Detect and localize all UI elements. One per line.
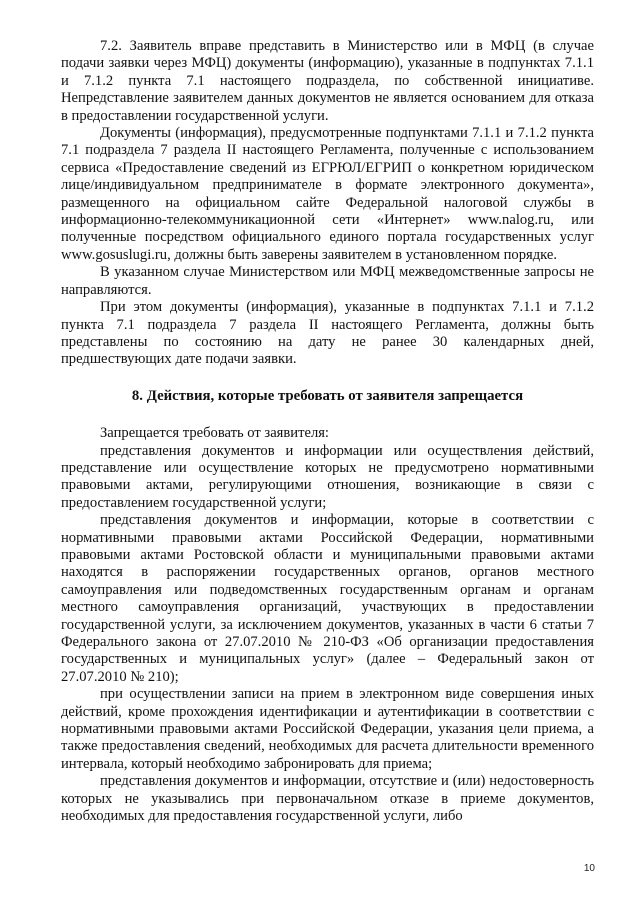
document-body [61,38,594,825]
paragraph-no-requests: В указанном случае Министерством или МФЦ межведомственные запросы не направляются. [61,264,594,298]
section-heading: 8. Действия, которые требовать от заявителя запрещается [131,387,524,404]
paragraph-prohibited-item: представления документов и информации, которые в соответствии с нормативными правовыми актами Российской Федерации, нормативными правовыми актами Ростовской области и муниципальными правовыми актами находятся в распоряжении государственных органов, органов местного самоуправления или подведомственных государственным органам и органам местного самоуправления организаций, участвующих в предоставлении государственной услуги, за исключением документов, указанных в части 6 статьи 7 Федерального закона от 27.07.2010 № 210-ФЗ «Об организации предоставления государственных и муниципальных услуг» (далее – Федеральный закон от 27.07.2010 № 210); [61,512,594,685]
paragraph-prohibited-item: представления документов и информации или осуществления действий, представление или осуществление которых не предусмотрено нормативными правовыми актами, регулирующими отношения, возникающие в связи с предоставлением государственной услуги; [61,442,594,511]
paragraph-prohibited-item: при осуществлении записи на прием в электронном виде совершения иных действий, кроме прохождения идентификации и аутентификации в соответствии с нормативными правовыми актами Российской Федерации, указания цели приема, а также предоставления сведений, необходимых для расчета длительности временного интервала, который необходимо забронировать для приема; [61,686,594,772]
paragraph-documents-egrul: Документы (информация), предусмотренные подпунктами 7.1.1 и 7.1.2 пункта 7.1 подраздела 7 раздела II настоящего Регламента, полученные с использованием сервиса «Предоставление сведений из ЕГРЮЛ/ЕГРИП о конкретном юридическом лице/индивидуальном предпринимателе в формате электронного документа», размещенного на официальном сайте Федеральной налоговой службы в информационно-телекоммуникационной сети «Интернет» www.nalog.ru, или полученные посредством официального единого портала государственных услуг www.gosuslugi.ru, должны быть заверены заявителем в установленном порядке. [61,125,594,263]
page-number: 10 [583,863,595,874]
paragraph-7-2: 7.2. Заявитель вправе представить в Министерство или в МФЦ (в случае подачи заявки через МФЦ) документы (информацию), указанные в подпунктах 7.1.1 и 7.1.2 пункта 7.1 настоящего подраздела, по собственной инициативе. Непредставление заявителем данных документов не является основанием для отказа в предоставлении государственной услуги. [61,38,594,124]
paragraph-prohibited-item: представления документов и информации, отсутствие и (или) недостоверность которых не указывались при первоначальном отказе в приеме документов, необходимых для предоставления государственной услуги, либо [61,773,594,825]
paragraph-30-days: При этом документы (информация), указанные в подпунктах 7.1.1 и 7.1.2 пункта 7.1 подраздела 7 раздела II настоящего Регламента, должны быть представлены по состоянию на дату не ранее 30 календарных дней, предшествующих дате подачи заявки. [61,299,594,368]
paragraph-prohibited-intro: Запрещается требовать от заявителя: [100,425,329,442]
